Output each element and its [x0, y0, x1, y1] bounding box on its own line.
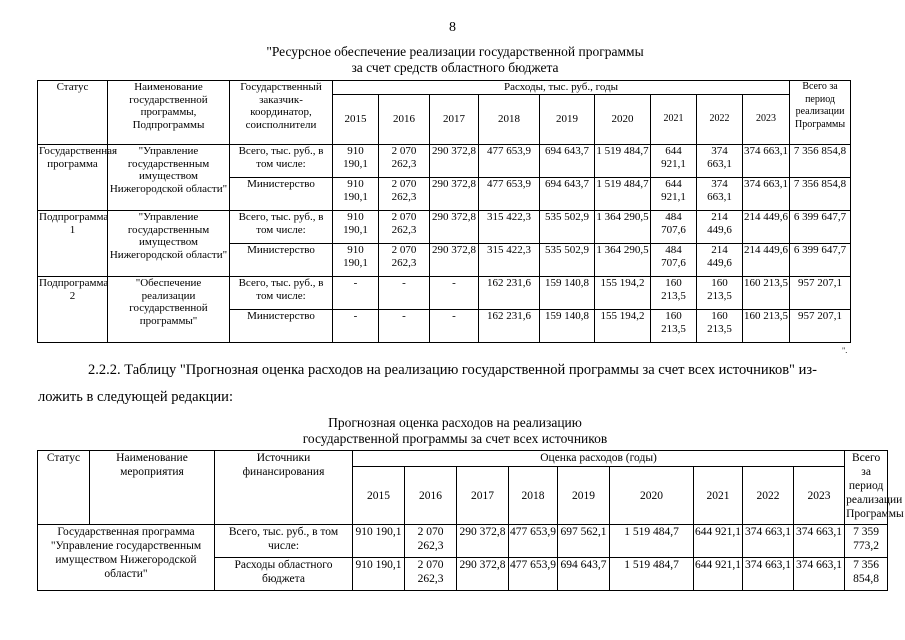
year-cell: 2020	[595, 95, 651, 145]
row-status: Подпрограмма 2	[38, 277, 108, 343]
row-label: Министерство	[230, 178, 333, 211]
value-cell: 910 190,1	[333, 178, 379, 211]
value-cell: 160 213,5	[651, 277, 697, 310]
value-cell: 290 372,8	[457, 558, 509, 591]
value-cell: 1 519 484,7	[595, 145, 651, 178]
value-cell: 374 663,1	[697, 178, 743, 211]
value-cell: 644 921,1	[651, 145, 697, 178]
value-cell: 374 663,1	[743, 178, 790, 211]
value-cell: 159 140,8	[540, 277, 595, 310]
value-cell: 477 653,9	[479, 145, 540, 178]
row-label: Всего, тыс. руб., в том числе:	[230, 277, 333, 310]
value-cell: 694 643,7	[540, 145, 595, 178]
total-cell: 7 356 854,8	[790, 178, 851, 211]
value-cell: 1 519 484,7	[610, 525, 694, 558]
year-cell: 2015	[353, 467, 405, 525]
value-cell: 290 372,8	[430, 178, 479, 211]
value-cell: 290 372,8	[457, 525, 509, 558]
row-label: Всего, тыс. руб., в том числе:	[230, 145, 333, 178]
value-cell: 910 190,1	[353, 525, 405, 558]
value-cell: -	[333, 277, 379, 310]
total-cell: 7 356 854,8	[790, 145, 851, 178]
value-cell: 644 921,1	[651, 178, 697, 211]
year-cell: 2023	[794, 467, 845, 525]
value-cell: 644 921,1	[694, 525, 743, 558]
value-cell: 694 643,7	[540, 178, 595, 211]
value-cell: 1 519 484,7	[610, 558, 694, 591]
year-cell: 2020	[610, 467, 694, 525]
value-cell: 155 194,2	[595, 277, 651, 310]
header-name: Наименование государственной программы, Подпрограммы	[108, 81, 230, 145]
row-name: Государственная программа "Управление государственным имуществом Нижегородской области"	[38, 525, 215, 591]
value-cell: 214 449,6	[743, 244, 790, 277]
table1-title-line2: за счет средств областного бюджета	[351, 60, 559, 75]
row-name: "Управление государственным имуществом Нижегородской области"	[108, 211, 230, 277]
value-cell: 1 364 290,5	[595, 211, 651, 244]
row-name: "Обеспечение реализации государственной программы"	[108, 277, 230, 343]
value-cell: 1 519 484,7	[595, 178, 651, 211]
year-cell: 2016	[405, 467, 457, 525]
table-row	[38, 277, 851, 310]
total-cell: 6 399 647,7	[790, 244, 851, 277]
value-cell: 315 422,3	[479, 211, 540, 244]
row-label: Всего, тыс. руб., в том числе:	[230, 211, 333, 244]
year-cell: 2017	[430, 95, 479, 145]
table1-end-mark: ".	[842, 346, 848, 355]
row-label: Всего, тыс. руб., в том числе:	[215, 525, 353, 558]
year-cell: 2021	[694, 467, 743, 525]
year-cell: 2019	[558, 467, 610, 525]
table2-title-line2: государственной программы за счет всех источников	[302, 431, 608, 446]
total-cell: 6 399 647,7	[790, 211, 851, 244]
total-cell: 7 356 854,8	[845, 558, 888, 591]
value-cell: -	[430, 277, 479, 310]
value-cell: 694 643,7	[558, 558, 610, 591]
year-cell: 2018	[479, 95, 540, 145]
header-status: Статус	[38, 81, 108, 145]
value-cell: 477 653,9	[509, 525, 558, 558]
header-status: Статус	[38, 451, 90, 525]
value-cell: 155 194,2	[595, 310, 651, 343]
value-cell: -	[379, 277, 430, 310]
table-row	[38, 211, 851, 244]
value-cell: 290 372,8	[430, 211, 479, 244]
value-cell: 910 190,1	[353, 558, 405, 591]
value-cell: 535 502,9	[540, 244, 595, 277]
value-cell: 160 213,5	[743, 277, 790, 310]
year-cell: 2017	[457, 467, 509, 525]
row-label: Расходы областного бюджета	[215, 558, 353, 591]
header-estimate: Оценка расходов (годы)	[353, 451, 845, 467]
value-cell: 2 070 262,3	[379, 145, 430, 178]
value-cell: 374 663,1	[743, 525, 794, 558]
row-label: Министерство	[230, 244, 333, 277]
header-sources: Источники финансирования	[215, 451, 353, 525]
value-cell: 374 663,1	[697, 145, 743, 178]
row-status: Государственная программа	[38, 145, 108, 211]
value-cell: 315 422,3	[479, 244, 540, 277]
header-expenses: Расходы, тыс. руб., годы	[333, 81, 790, 95]
table2-title-line1: Прогнозная оценка расходов на реализацию	[328, 415, 582, 430]
value-cell: -	[430, 310, 479, 343]
row-name: "Управление государственным имуществом Нижегородской области"	[108, 145, 230, 211]
year-cell: 2021	[651, 95, 697, 145]
value-cell: 1 364 290,5	[595, 244, 651, 277]
total-cell: 7 359 773,2	[845, 525, 888, 558]
value-cell: 160 213,5	[743, 310, 790, 343]
paragraph-line-1: 2.2.2. Таблицу "Прогнозная оценка расходов на реализацию государственной программы за счет всех источников" из-	[88, 362, 817, 378]
value-cell: 644 921,1	[694, 558, 743, 591]
value-cell: 484 707,6	[651, 244, 697, 277]
value-cell: 214 449,6	[743, 211, 790, 244]
header-name: Наименование мероприятия	[90, 451, 215, 525]
value-cell: 374 663,1	[794, 525, 845, 558]
value-cell: 477 653,9	[509, 558, 558, 591]
year-cell: 2023	[743, 95, 790, 145]
value-cell: 162 231,6	[479, 310, 540, 343]
header-total: Всего за период реализации Программы	[845, 451, 888, 525]
value-cell: 535 502,9	[540, 211, 595, 244]
table-row	[38, 145, 851, 178]
table2-title	[30, 415, 880, 447]
value-cell: 160 213,5	[651, 310, 697, 343]
value-cell: 477 653,9	[479, 178, 540, 211]
year-cell: 2015	[333, 95, 379, 145]
row-label: Министерство	[230, 310, 333, 343]
value-cell: 2 070 262,3	[379, 211, 430, 244]
value-cell: 910 190,1	[333, 145, 379, 178]
paragraph-line-2: ложить в следующей редакции:	[38, 389, 233, 405]
value-cell: 160 213,5	[697, 310, 743, 343]
year-cell: 2018	[509, 467, 558, 525]
value-cell: -	[379, 310, 430, 343]
value-cell: 374 663,1	[794, 558, 845, 591]
value-cell: 160 213,5	[697, 277, 743, 310]
value-cell: 2 070 262,3	[405, 558, 457, 591]
year-cell: 2022	[697, 95, 743, 145]
value-cell: 2 070 262,3	[405, 525, 457, 558]
table1-title-line1: "Ресурсное обеспечение реализации государственной программы	[266, 44, 644, 59]
value-cell: 374 663,1	[743, 145, 790, 178]
value-cell: 159 140,8	[540, 310, 595, 343]
year-cell: 2019	[540, 95, 595, 145]
resource-table	[37, 80, 851, 343]
row-status: Подпрограмма 1	[38, 211, 108, 277]
table1-title	[30, 44, 880, 76]
value-cell: 214 449,6	[697, 244, 743, 277]
value-cell: 290 372,8	[430, 244, 479, 277]
header-customer: Государственный заказчик-координатор, соисполнители	[230, 81, 333, 145]
value-cell: 374 663,1	[743, 558, 794, 591]
value-cell: 910 190,1	[333, 211, 379, 244]
header-total: Всего за период реализации Программы	[790, 81, 851, 145]
year-cell: 2016	[379, 95, 430, 145]
value-cell: -	[333, 310, 379, 343]
value-cell: 162 231,6	[479, 277, 540, 310]
value-cell: 2 070 262,3	[379, 244, 430, 277]
total-cell: 957 207,1	[790, 310, 851, 343]
total-cell: 957 207,1	[790, 277, 851, 310]
value-cell: 2 070 262,3	[379, 178, 430, 211]
year-cell: 2022	[743, 467, 794, 525]
forecast-table	[37, 450, 904, 591]
value-cell: 290 372,8	[430, 145, 479, 178]
value-cell: 484 707,6	[651, 211, 697, 244]
value-cell: 214 449,6	[697, 211, 743, 244]
page-number: 8	[449, 20, 456, 35]
value-cell: 697 562,1	[558, 525, 610, 558]
table-row	[38, 525, 888, 558]
value-cell: 910 190,1	[333, 244, 379, 277]
